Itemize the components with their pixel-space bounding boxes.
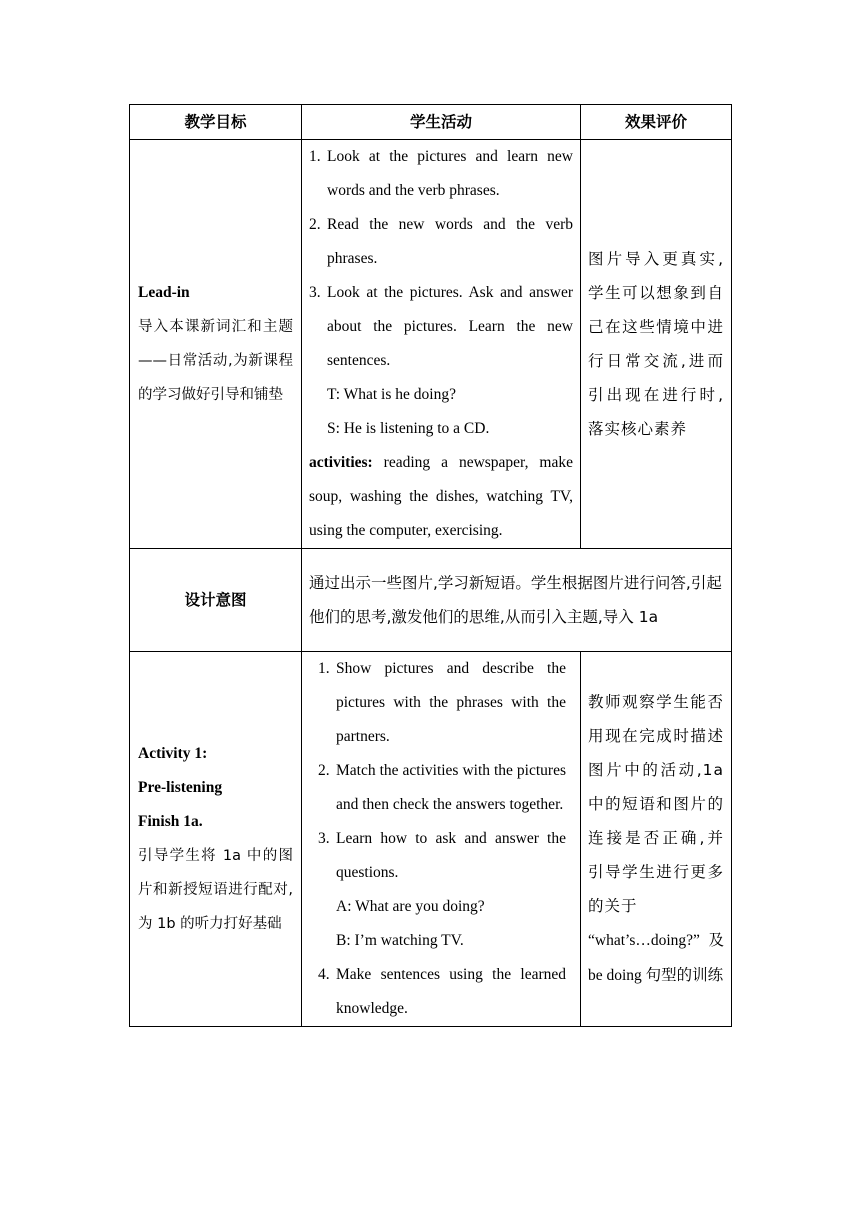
list-item: 1. Look at the pictures and learn new words and the verb phrases. — [309, 148, 573, 199]
lead-in-row — [130, 140, 732, 549]
list-item: 3. Learn how to ask and answer the questions. — [318, 830, 566, 881]
header-activity: 学生活动 — [302, 105, 581, 140]
activity1-goal-desc: 引导学生将 1a 中的图片和新授短语进行配对,为 1b 的听力打好基础 — [138, 848, 293, 932]
list-item: 3. Look at the pictures. Ask and answer about the pictures. Learn the new sentences. — [309, 284, 573, 369]
lead-in-goal-desc: 导入本课新词汇和主题——日常活动,为新课程的学习做好引导和铺垫 — [138, 319, 293, 403]
activity1-goal-cell — [130, 652, 302, 1027]
activity1-row — [130, 652, 732, 1027]
activity1-evaluation: 教师观察学生能否用现在完成时描述图片中的活动,1a 中的短语和图片的连接是否正确,并引导学生进行更多的关于 “what’s…doing?”及 be doing 句型的训练 — [581, 652, 732, 1027]
design-intent-label: 设计意图 — [130, 549, 302, 652]
lead-in-activity-cell — [302, 140, 581, 549]
dialog-a: A: What are you doing? — [336, 898, 485, 915]
lead-in-evaluation: 图片导入更真实,学生可以想象到自己在这些情境中进行日常交流,进而引出现在进行时,落实核心素养 — [581, 140, 732, 549]
activity1-subtitle: Pre-listening — [138, 779, 223, 796]
list-item: 4. Make sentences using the learned knowledge. — [318, 966, 566, 1017]
design-intent-row — [130, 549, 732, 652]
header-goal: 教学目标 — [130, 105, 302, 140]
lesson-plan-table — [129, 104, 732, 1027]
activity1-title: Activity 1: — [138, 745, 208, 762]
list-item: 2. Read the new words and the verb phrases. — [309, 216, 573, 267]
activity1-activity-cell — [302, 652, 581, 1027]
dialog-teacher: T: What is he doing? — [327, 386, 456, 403]
activities-text: activities: reading a newspaper, make soup, washing the dishes, watching TV, using the computer, exercising. — [309, 454, 573, 539]
lead-in-goal-cell — [130, 140, 302, 549]
design-intent-text: 通过出示一些图片,学习新短语。学生根据图片进行问答,引起他们的思考,激发他们的思维,从而引入主题,导入 1a — [302, 549, 732, 652]
header-evaluation: 效果评价 — [581, 105, 732, 140]
header-row — [130, 105, 732, 140]
list-item: 1. Show pictures and describe the pictures with the phrases with the partners. — [318, 660, 566, 745]
activity1-task: Finish 1a. — [138, 813, 203, 830]
dialog-b: B: I’m watching TV. — [336, 932, 464, 949]
activities-label: activities: — [309, 454, 373, 471]
lead-in-title: Lead-in — [138, 284, 190, 301]
list-item: 2. Match the activities with the pictures and then check the answers together. — [318, 762, 566, 813]
dialog-student: S: He is listening to a CD. — [327, 420, 490, 437]
